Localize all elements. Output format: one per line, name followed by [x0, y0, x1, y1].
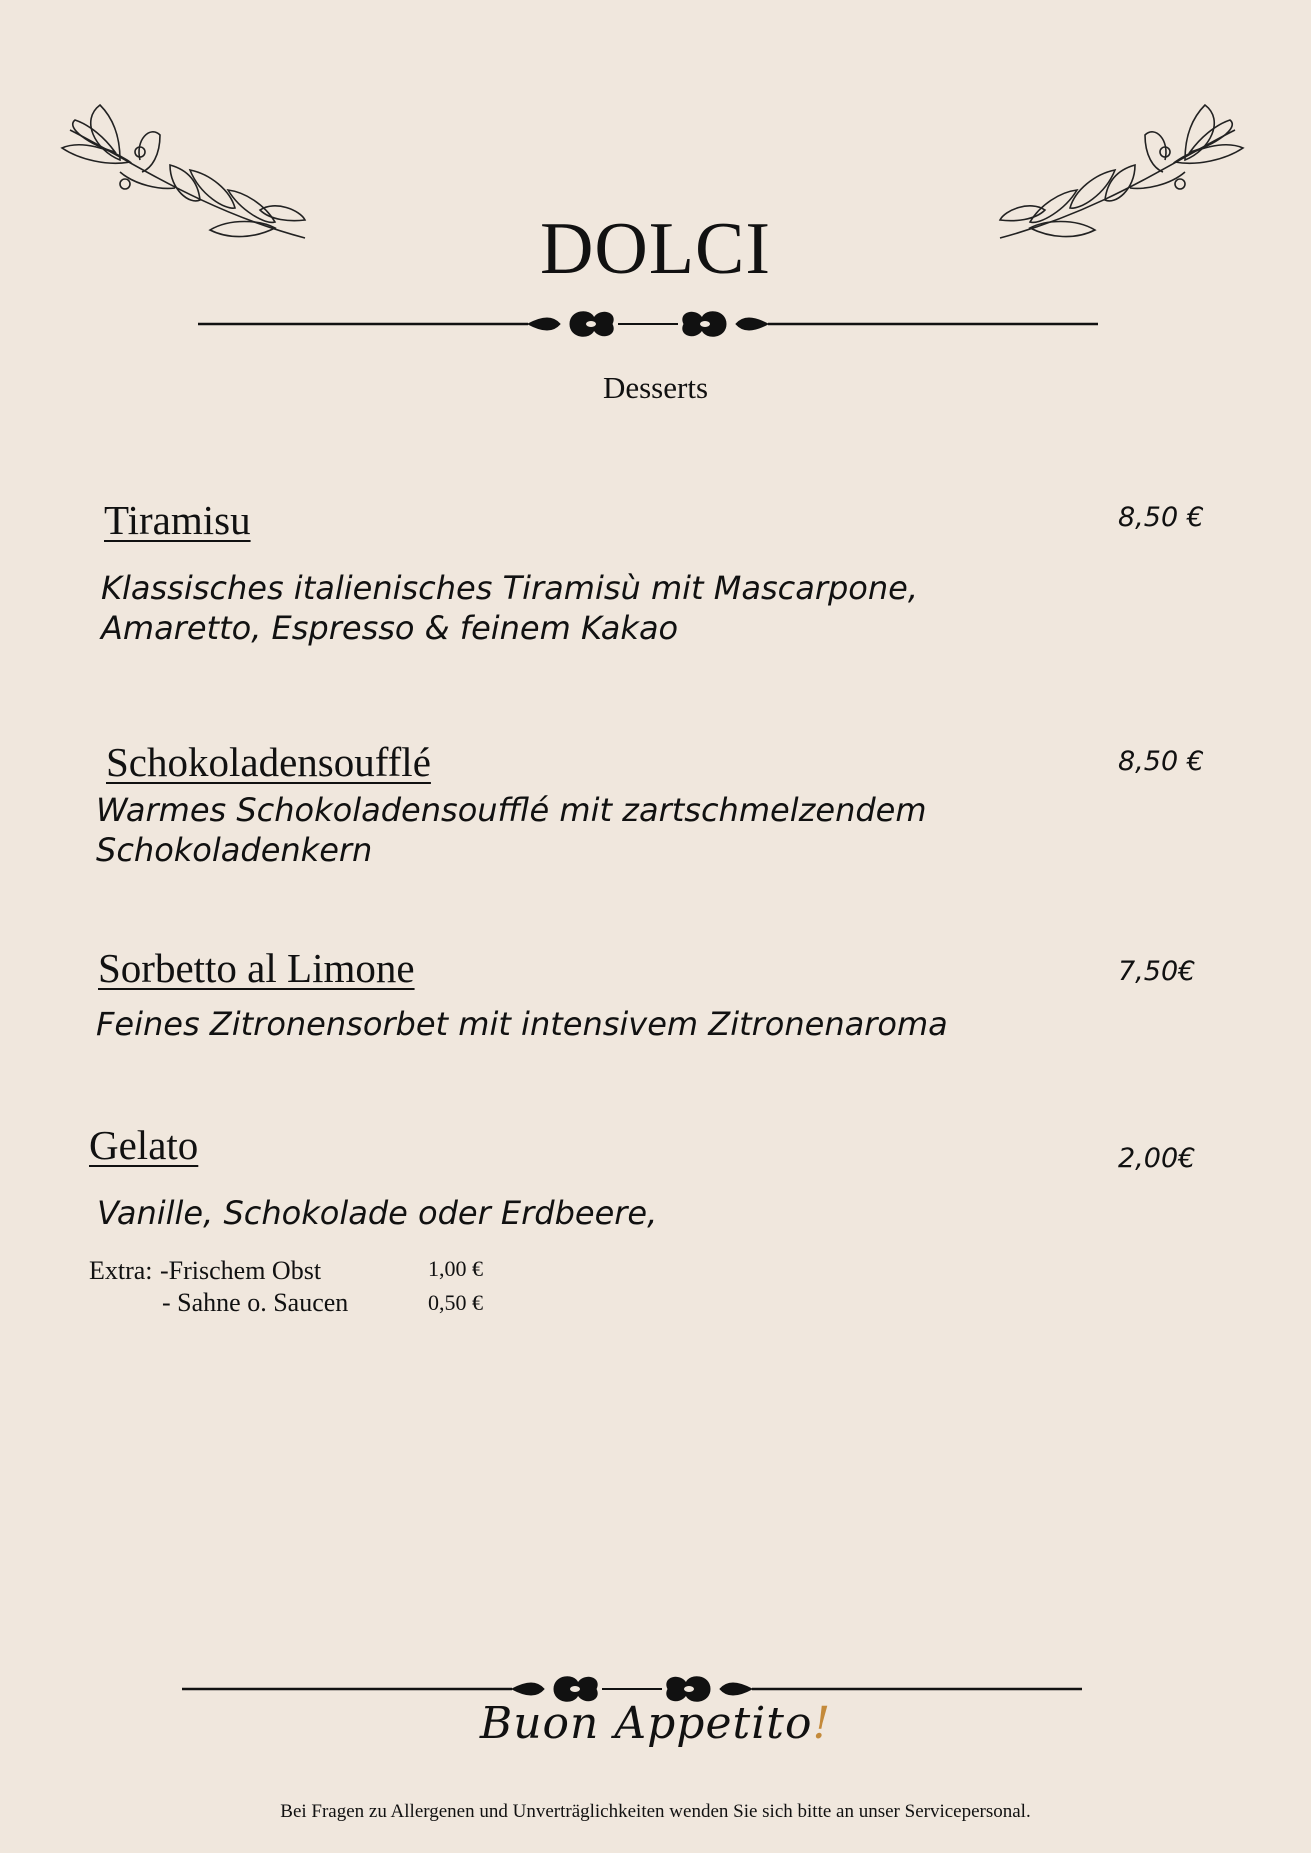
ornamental-divider-icon	[198, 304, 1098, 344]
extra-price-sahne: 0,50 €	[428, 1290, 483, 1315]
item-description-tiramisu-line-1: Klassisches italienisches Tiramisù mit Mascarpone,	[101, 569, 919, 607]
item-description-sorbetto: Feines Zitronensorbet mit intensivem Zitronenaroma	[96, 1005, 948, 1043]
item-price-schokoladensouffle: 8,50 €	[1118, 746, 1204, 777]
item-description-gelato: Vanille, Schokolade oder Erdbeere,	[97, 1194, 658, 1232]
item-name-gelato: Gelato	[89, 1122, 199, 1168]
item-name-tiramisu: Tiramisu	[104, 497, 251, 543]
menu-subtitle: Desserts	[602, 370, 709, 405]
extra-price-obst: 1,00 €	[428, 1256, 483, 1281]
closing-phrase-mark: !	[812, 1698, 832, 1749]
item-description-schokoladensouffle-line-1: Warmes Schokoladensoufflé mit zartschmelzendem	[96, 791, 927, 829]
item-price-gelato: 2,00€	[1118, 1143, 1196, 1174]
item-description-tiramisu-line-2: Amaretto, Espresso & feinem Kakao	[101, 609, 679, 647]
item-price-sorbetto: 7,50€	[1118, 956, 1196, 987]
item-price-tiramisu: 8,50 €	[1118, 502, 1204, 533]
closing-phrase	[0, 1698, 1311, 1749]
allergen-note: Bei Fragen zu Allergenen und Unverträglichkeiten wenden Sie sich bitte an unser Servicepersonal.	[280, 1801, 1031, 1822]
item-name-sorbetto: Sorbetto al Limone	[98, 945, 415, 991]
menu-title: DOLCI	[539, 208, 772, 290]
item-description-schokoladensouffle-line-2: Schokoladenkern	[96, 831, 373, 869]
item-name-schokoladensouffle: Schokoladensoufflé	[106, 739, 431, 785]
extra-option-obst: -Frischem Obst	[160, 1256, 322, 1285]
extra-option-sahne: - Sahne o. Saucen	[162, 1288, 349, 1317]
closing-phrase-main: Buon Appetito	[479, 1698, 813, 1749]
extras-label: Extra:	[89, 1256, 153, 1285]
